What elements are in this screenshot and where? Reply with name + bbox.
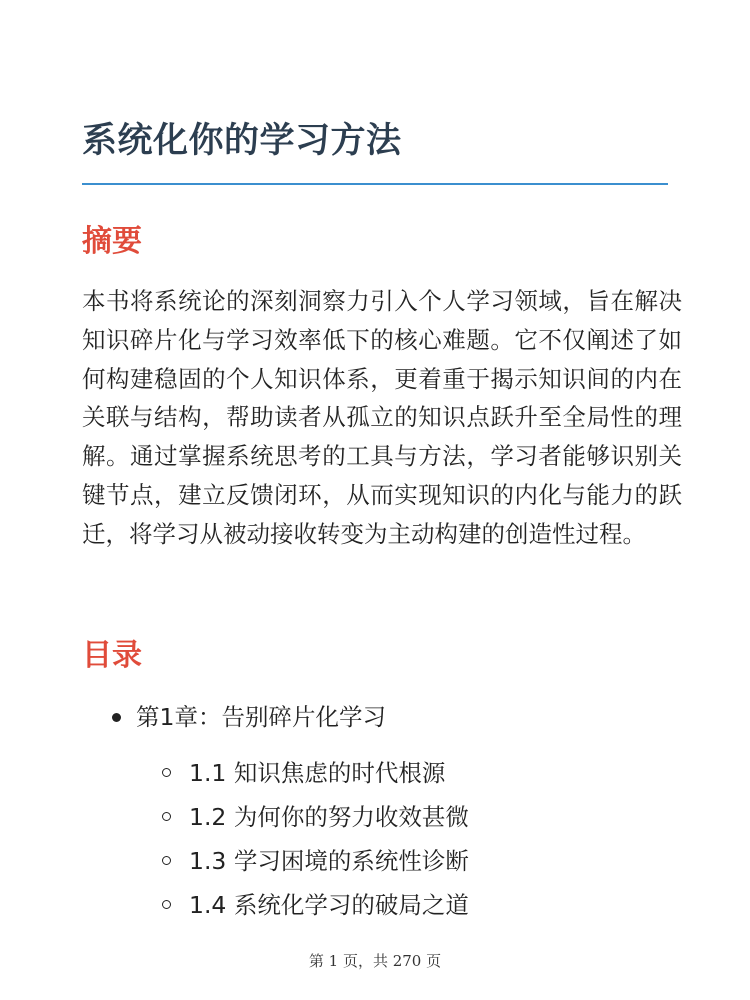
hollow-circle-bullet-icon xyxy=(162,856,171,865)
hollow-circle-bullet-icon xyxy=(162,768,171,777)
abstract-body: 本书将系统论的深刻洞察力引入个人学习领域，旨在解决知识碎片化与学习效率低下的核心难题。它不仅阐述了如何构建稳固的个人知识体系，更着重于揭示知识间的内在关联与结构，帮助读者从孤立的知识点跃升至全局性的理解。通过掌握系统思考的工具与方法，学习者能够识别关键节点，建立反馈闭环，从而实现知识的内化与能力的跃迁，将学习从被动接收转变为主动构建的创造性过程。 xyxy=(82,287,682,548)
toc-chapter-label: 第1章：告别碎片化学习 xyxy=(136,703,386,731)
hollow-circle-bullet-icon xyxy=(162,812,171,821)
toc-section-label: 1.3 学习困境的系统性诊断 xyxy=(189,847,469,875)
toc-section-label: 1.2 为何你的努力收效甚微 xyxy=(189,803,469,831)
page-number-footer: 第 1 页，共 270 页 xyxy=(308,952,442,970)
toc-section-label: 1.4 系统化学习的破局之道 xyxy=(189,891,469,919)
book-title: 系统化你的学习方法 xyxy=(82,121,402,161)
title-divider xyxy=(82,183,668,185)
toc-heading: 目录 xyxy=(82,638,142,673)
hollow-circle-bullet-icon xyxy=(162,900,171,909)
abstract-heading: 摘要 xyxy=(82,224,142,259)
filled-disc-bullet-icon xyxy=(112,713,121,722)
toc-section-label: 1.1 知识焦虑的时代根源 xyxy=(189,759,446,787)
